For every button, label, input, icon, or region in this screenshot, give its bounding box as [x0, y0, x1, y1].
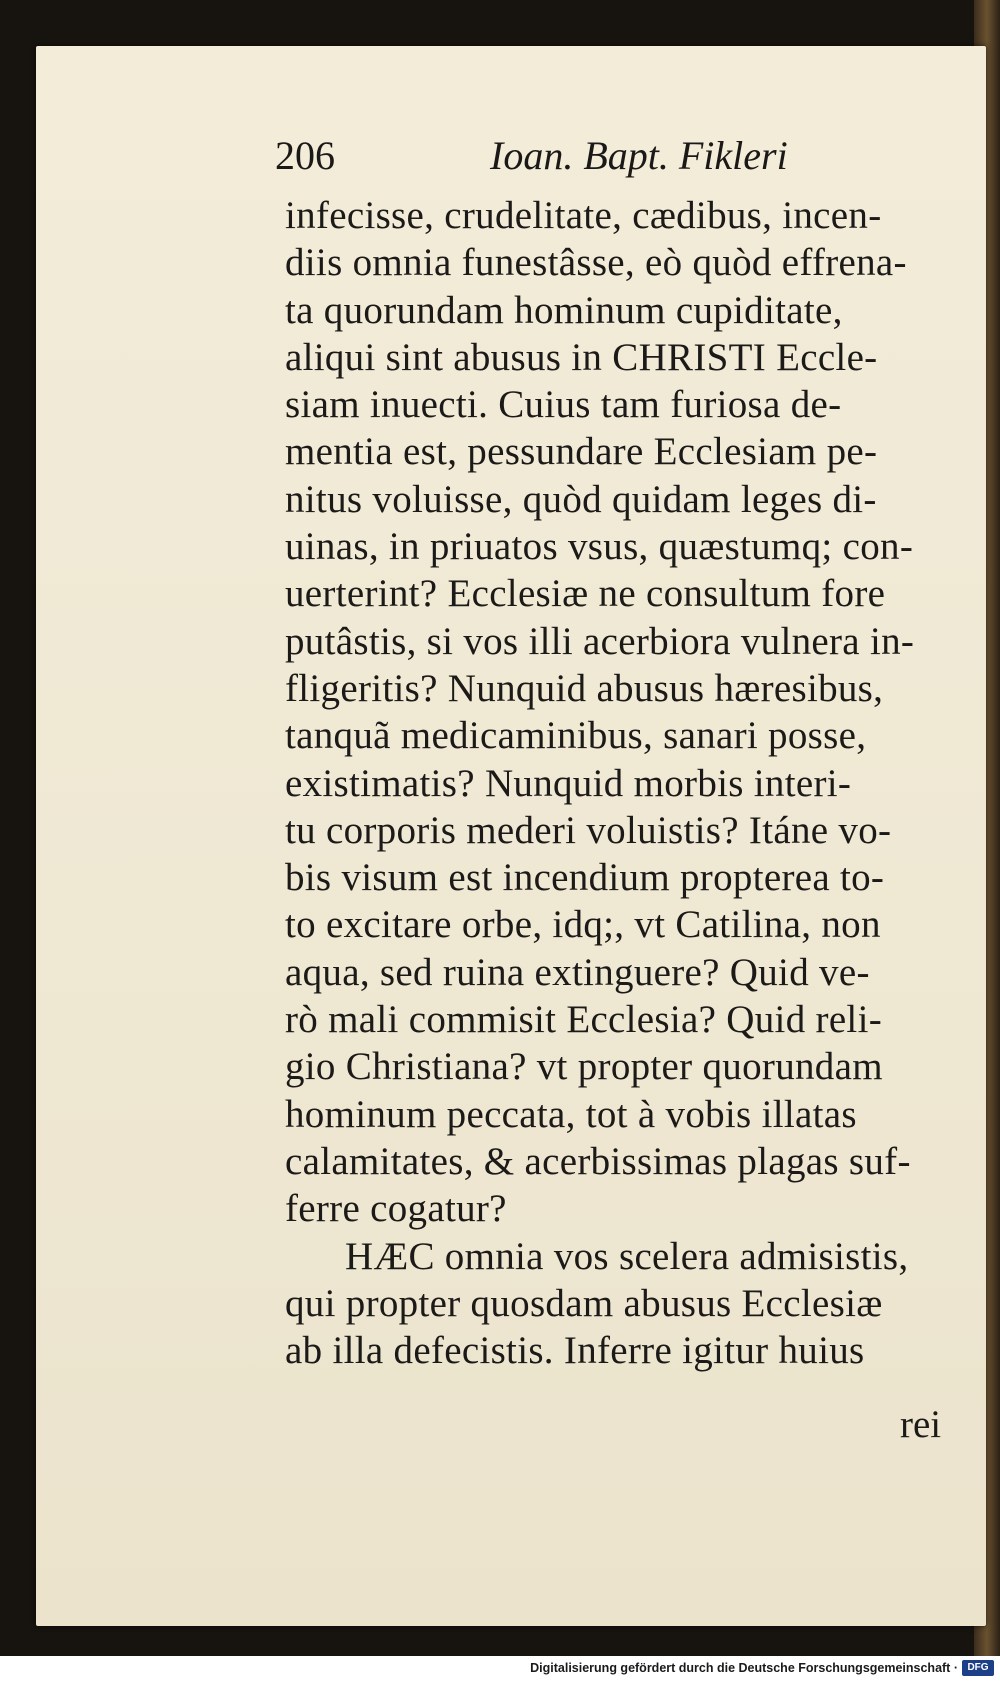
page-header: [275, 132, 895, 180]
text-line: tu corporis mederi voluistis? Itáne vo-: [285, 808, 892, 852]
text-line: siam inuecti. Cuius tam furiosa de-: [285, 383, 842, 427]
text-line: ab illa defecistis. Inferre igitur huius: [285, 1329, 865, 1373]
body-text: [285, 192, 955, 1374]
text-line: to excitare orbe, idq;, vt Catilina, non: [285, 903, 881, 947]
text-line: calamitates, & acerbissimas plagas suf-: [285, 1139, 911, 1183]
text-line: existimatis? Nunquid morbis interi-: [285, 761, 852, 805]
running-head: Ioan. Bapt. Fikleri: [490, 133, 788, 178]
catchword: rei: [900, 1403, 942, 1446]
footer-bar: [0, 1656, 1000, 1684]
text-line: HÆC omnia vos scelera admisistis,: [345, 1234, 909, 1278]
text-line: ta quorundam hominum cupiditate,: [285, 288, 843, 332]
text-line: mentia est, pessundare Ecclesiam pe-: [285, 430, 878, 474]
text-line: aliqui sint abusus in CHRISTI Eccle-: [285, 335, 878, 379]
text-line: diis omnia funestâsse, eò quòd effrena-: [285, 241, 907, 285]
text-line: bis visum est incendium propterea to-: [285, 856, 885, 900]
text-line: putâstis, si vos illi acerbiora vulnera in-: [285, 619, 915, 663]
text-line: uinas, in priuatos vsus, quæstumq; con-: [285, 525, 914, 569]
text-line: hominum peccata, tot à vobis illatas: [285, 1092, 857, 1136]
text-line: uerterint? Ecclesiæ ne consultum fore: [285, 572, 886, 616]
text-line: aqua, sed ruina extinguere? Quid ve-: [285, 950, 870, 994]
text-line: nitus voluisse, quòd quidam leges di-: [285, 477, 877, 521]
page-number: 206: [275, 133, 335, 178]
text-line: infecisse, crudelitate, cædibus, incen-: [285, 194, 882, 237]
text-line: ferre cogatur?: [285, 1187, 507, 1231]
text-line: qui propter quosdam abusus Ecclesiæ: [285, 1281, 883, 1325]
text-line: fligeritis? Nunquid abusus hæresibus,: [285, 666, 884, 710]
text-line: gio Christiana? vt propter quorundam: [285, 1045, 883, 1089]
text-line: tanquã medicaminibus, sanari posse,: [285, 714, 867, 758]
text-line: rò mali commisit Ecclesia? Quid reli-: [285, 998, 882, 1042]
dfg-logo: DFG: [962, 1660, 994, 1676]
funding-credit: Digitalisierung gefördert durch die Deutsche Forschungsgemeinschaft ·: [530, 1661, 958, 1675]
